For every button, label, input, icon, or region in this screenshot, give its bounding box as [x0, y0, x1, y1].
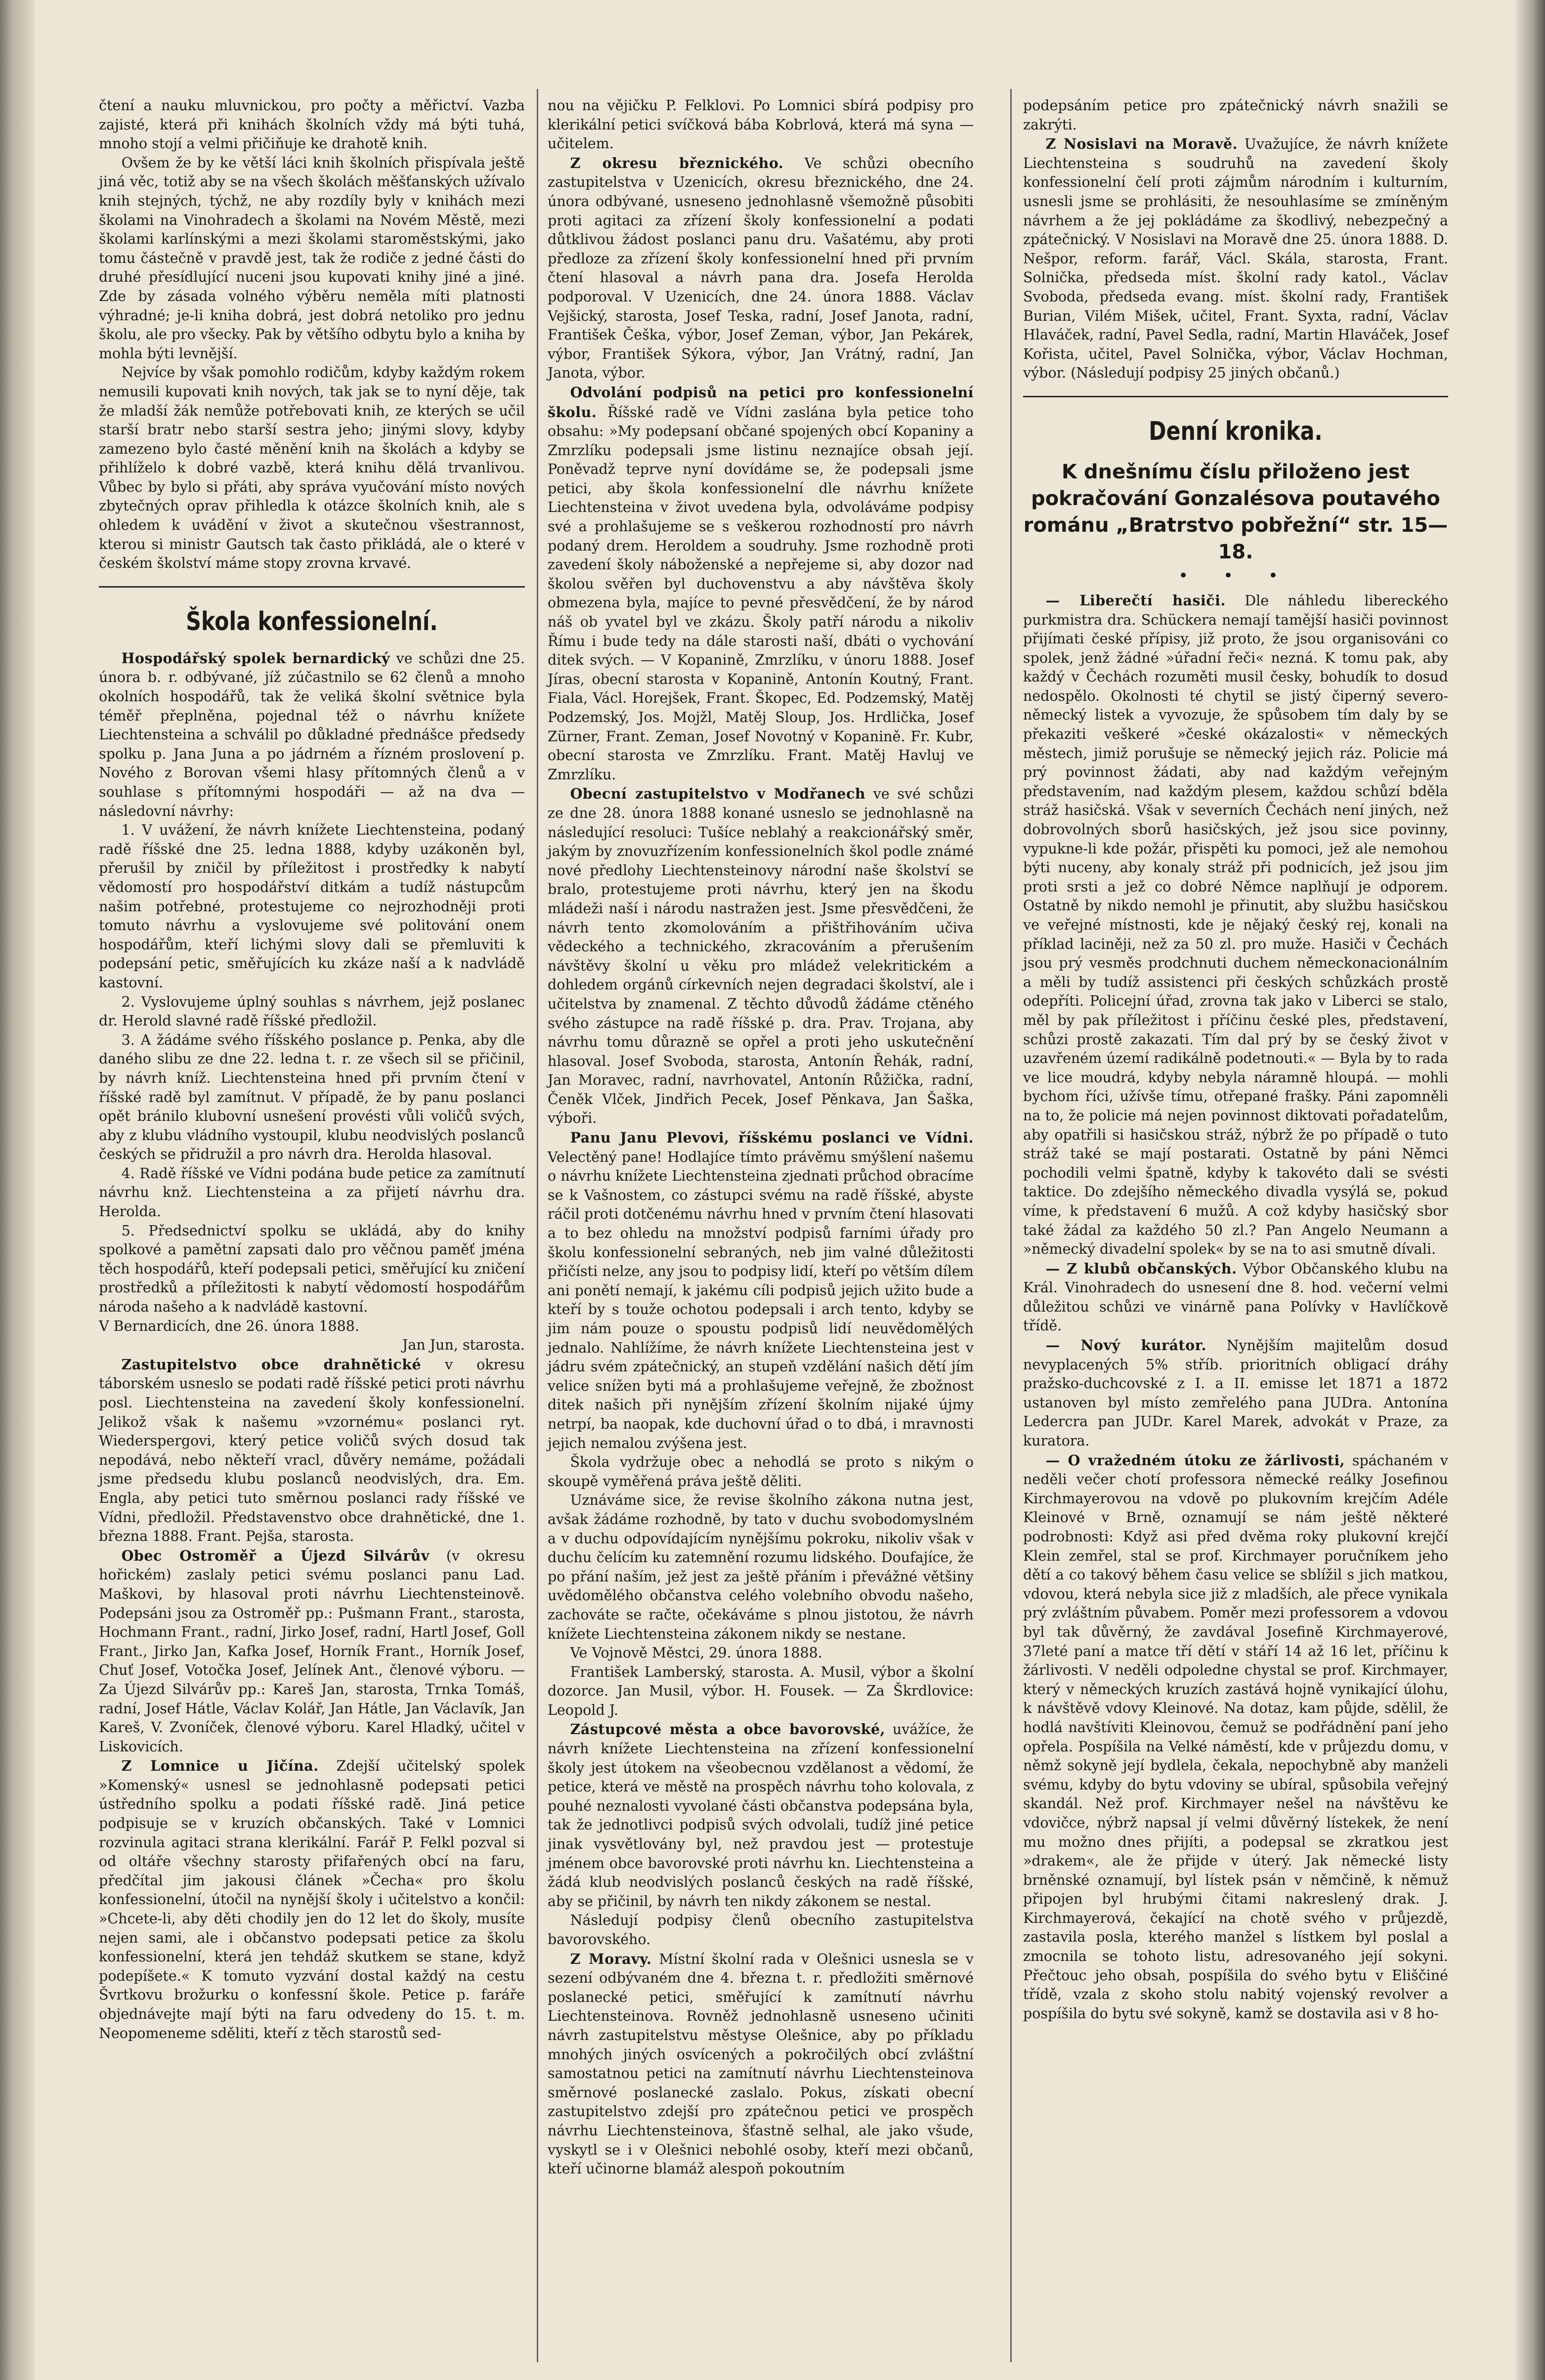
- article-text: 1. V uvážení, že návrh knížete Liechtensteina, podaný radě říšské dne 25. ledna 1888, kdyby uzákoněn byl, přerušil by zničil by příležitost i prostředky k nabytí vědomostí pro hospodářství ditkám a tudíž nástupcům našim potřebné, protestujeme co nejrozhodněji proti tomuto návrhu a vyslovujeme své politování onem hospodářům, kteří lichými slovy dali se přemluviti k podepsání petic, směřujících ku zkáze naší a k nadvládě kastovní.: [99, 822, 525, 991]
- article-text: (v okresu hořickém) zaslaly petici svému poslanci panu Lad. Maškovi, by hlasoval proti návrhu Liechtensteinově. Podepsáni jsou za Ostroměř pp.: Pušmann Frant., starosta, Hochmann Frant., radní, Jirko Josef, radní, Hartl Josef, Goll Frant., Jirko Jan, Kafka Josef, Horník Frant., Horník Josef, Chuť Josef, Votočka Josef, Jelínek Ant., členové výboru. — Za Újezd Silvárův pp.: Kareš Jan, starosta, Trnka Tomáš, radní, Josef Hátle, Václav Kolář, Jan Hátle, Jan Václavík, Jan Kareš, V. Zvoníček, členové výboru. Karel Hladký, učitel v Liskovicích.: [99, 1547, 525, 1755]
- article-paragraph: [548, 1128, 974, 1453]
- article-text: spáchaném v neděli večer chotí professora německé reálky Josefinou Kirchmayerovou na vdově po plukovním krejčím Adéle Kleinové v Brně, oznamují se nám ještě některé podrobnosti: Když asi před dvěma roky plukovní krejčí Klein zemřel, stal se prof. Kirchmayer poručníkem jeho dětí a co takový během času velice se sblížil s jich matkou, vdovou, která nebyla sice již z mladších, ale přece vynikala prý zvláštním půvabem. Poměr mezi professorem a vdovou byl tak důvěrný, že zavdával Josefině Kirchmayerové, 37leté paní a matce tří dětí v stáří 14 až 16 let, příčinu k žárlivosti. V neděli odpoledne chystal se prof. Kirchmayer, který v německých kruzích zastává hojně vynikající úlohu, k návštěvě vdovy Kleinové. Na dotaz, kam půjde, sdělil, že hodlá navštíviti Kleinovou, čemuž se podřádnění paní jeho opřela. Pospíšila na Velké náměstí, kde v průjezdu domu, v němž sokyně její bydlela, čekala, nepochybně aby manželi svému, kdyby do bytu vdoviny se ubíral, spůsobila veřejný skandál. Než prof. Kirchmayer nešel na návštěvu ke vdovičce, nýbrž napsal jí velmi důvěrný lístekek, že není mu možno dnes přijíti, a podepsal se zkratkou jest »drakem«, ale že přijde v úterý. Jak německé listy brněnské oznamují, byl lístek psán v němčině, k němuž připojen byl hrubými čitami nakreslený drak. J. Kirchmayerová, čekající na chotě svého v průjezdě, zastavila posla, kterého manžel s lístkem byl poslal a zmocnila se tohoto listu, adresovaného její sokyni. Přečtouc jeho obsah, pospíšila do svého bytu v Eliščiné třídě, vzala z skoho stolu nabitý vojenský revolver a pospíšila do bytu své sokyně, kamž se dostavila asi v 8 ho-: [1023, 1452, 1448, 2022]
- article-paragraph: [99, 993, 525, 1031]
- article-text: Následují podpisy členů obecního zastupitelstva bavorovského.: [548, 1912, 974, 1948]
- article-headline: Zastupitelstvo obce drahnětické: [121, 1356, 422, 1373]
- column-rule-2: [1010, 89, 1012, 2362]
- article-headline: Z Moravy.: [570, 1950, 652, 1967]
- article-paragraph: [1023, 1451, 1448, 2024]
- article-headline: Obec Ostroměř a Újezd Silvárův: [121, 1547, 429, 1564]
- article-text: Škola vydržuje obec a nehodlá se proto s nikým o skoupě vyměřená práva ještě děliti.: [548, 1454, 974, 1489]
- article-text: Říšské radě ve Vídni zaslána byla petice toho obsahu: »My podepsaní občané spojených obcí Kopaniny a Zmrzlíku podepsali jsme listinu neznajíce obsah její. Poněvadž teprve nyní dovídáme se, že podepsali jsme petici, aby škola konfessionelní dle návrhu knížete Liechtensteina v život uvedena byla, odvoláváme podpisy své a prohlašujeme se s veškerou rozhodností pro návrh podaný drem. Heroldem a soudruhy. Jsme rozhodně proti zavedení školy náboženské a nepřejeme si, aby dozor nad školou svěřen byl duchovenstvu a aby návštěva školy obmezena byla, majíce to pevné přesvědčení, že by národ náš ob yvatel byl ve zkázu. Školy patří národu a nikoliv Římu i bude tedy na dále starosti naší, dbáti o vychování ditek svých. — V Kopanině, Zmrzlíku, v únoru 1888. Josef Jíras, obecní starosta v Kopanině, Antonín Koutný, Frant. Fiala, Václ. Horejšek, Frant. Škopec, Ed. Podzemský, Matěj Podzemský, Jos. Mojžl, Matěj Sloup, Jos. Hrdlička, Josef Zürner, Frant. Zeman, Josef Novotný v Kopanině. Fr. Kubr, obecní starosta ve Zmrzlíku. Frant. Matěj Havluj ve Zmrzlíku.: [548, 404, 974, 783]
- article-text: ve schůzi dne 25. února b. r. odbývané, jíž zúčastnilo se 62 členů a mnoho okolních hospodářů, tak že veliká školní světnice byla téměř přeplněna, pojednal též o návrhu knížete Liechtensteina a schválil po důkladné přednášce předsedy spolku p. Jana Juna a po jádrném a řízném proslovení p. Nového z Borovan všemi hlasy přítomných členů a v souhlase s přítomnými hospodáři — až na dva — následovní návrhy:: [99, 650, 525, 819]
- article-list: [99, 1355, 525, 2043]
- article-paragraph: [99, 821, 525, 992]
- article-paragraph: [548, 1453, 974, 1491]
- article-paragraph: [548, 1491, 974, 1644]
- article-paragraph: [548, 784, 974, 1128]
- article-text: Velectěný pane! Hodlajíce tímto právěmu smýšlení našemu o návrhu knížete Liechtensteina zjednati průchod obracíme se k Vašnostem, co zástupci svému na radě říšské, abyste ráčil proti dotčenému návrhu hned v prvním čtení hlasovati a to bez ohledu na množství podpisů farními úřady pro školu konfessionelní sebraných, neb jim valné důležitosti přičísti nelze, any jsou to podpisy lidí, kteří po větším dílem ani ponětí nemají, k jakému cíli podpisů jejich užito bude a kteří by s touže ochotou podepsali i arch tento, kdyby se jim nám pouze o spoustu podpisů lidí neuvědomělých jednalo. Nahlížíme, že návrh knížete Liechtensteina jest v jádru svém zpátečnický, an stupeň vzdělání našich dětí jím velice snížen byti má a prohlašujeme veřejně, že zbožnost ditek našich při nynějším zřízení školním nijaké újmy netrpí, ba naopak, kde duchovní úřad o to dbá, i mravnosti jejich nemalou zvýšena jest.: [548, 1148, 974, 1451]
- article-text: podepsáním petice pro zpátečnický návrh snažili se zakrýti.: [1023, 97, 1448, 133]
- article-text: v okresu táborském usneslo se podati radě říšské petici proti návrhu posl. Liechtensteina na zavedení školy konfessionelní. Jelikož však k našemu »vzornému« poslanci ryt. Wiederspergovi, který petice voličů svých dosud tak nepodává, nebo někteří vracl, důvěry nemáme, požádali jsme předsedu klubu poslanců neodvislých, dra. Em. Engla, aby petici tuto směrnou poslanci rady říšské ve Vídni, předložil. Představenstvo obce drahnětické, dne 1. března 1888. Frant. Pejša, starosta.: [99, 1356, 525, 1545]
- article-list: [1023, 591, 1448, 2024]
- article-text: Zdejší učitelský spolek »Komenský« usnesl se jednohlasně podepsati petici ústředního spolku a podati říšské radě. Jiná petice podpisuje se v kruzích občanských. Také v Lomnici rozvinula agitaci strana klerikální. Farář P. Felkl pozval si od oltáře všechny starosty přifařených obcí na faru, předčítal jim jakousi článek »Čecha« pro školu konfessionelní, útočil na nynější školy i učitelstvo a končil: »Chcete-li, aby děti chodily jen do 12 let do školy, musíte nejen sami, ale i občanstvo podepsati petice za školu konfessionelní, která jen tehdáž skutkem se stane, když podepíšete.« K tomuto vyzvání dostal každý na cestu Švrtkovu brožurku o konfessní škole. Petice p. faráře objednávejte mají býti na faru odvedeny do 15. t. m. Neopomeneme sděliti, kteří z těch starostů sed-: [99, 1758, 525, 2041]
- article-paragraph: [548, 1950, 974, 2179]
- article-headline: — Z klubů občanských.: [1045, 1260, 1237, 1277]
- article-headline: Z Lomnice u Jičína.: [121, 1757, 319, 1775]
- article-text: 4. Radě říšské ve Vídni podána bude petice za zamítnutí návrhu knž. Liechtensteina a za přijetí návrhu dra. Herolda.: [99, 1165, 525, 1220]
- page-edge-right: [1515, 0, 1545, 2380]
- article-text: Ve schůzi obecního zastupitelstva v Uzenicích, okresu březnického, dne 24. února odbývané, usneseno jednohlasně všemožně působiti proti agitaci za zřízení školy konfessionelní a podati důtklivou žádost poslanci panu dru. Vašatému, aby proti předloze za zřízení školy konfessionelní hned při prvním čtení hlasoval a návrh pana dra. Josefa Herolda podporoval. V Uzenicích, dne 24. února 1888. Václav Vejšický, starosta, Josef Teska, radní, Josef Janota, radní, František Češka, výbor, Josef Zeman, výbor, Jan Pekárek, výbor, František Sýkora, výbor, Jan Vrátný, radní, Jan Janota, výbor.: [548, 155, 974, 382]
- article-paragraph: [548, 1644, 974, 1663]
- article-text: nou na vějičku P. Felklovi. Po Lomnici sbírá podpisy pro klerikální petici svíčková bába Kobrlová, která má syna — učitelem.: [548, 97, 974, 152]
- article-headline: — Liberečtí hasiči.: [1045, 592, 1226, 609]
- article-headline: Zástupcové města a obce bavorovské,: [570, 1721, 886, 1738]
- section-title: Škola konfessionelní.: [186, 606, 438, 637]
- article-headline: Z okresu březnického.: [570, 154, 784, 171]
- article-paragraph: [548, 96, 974, 154]
- article-headline: Obecní zastupitelstvo v Modřanech: [570, 785, 866, 803]
- section-divider: [99, 586, 525, 588]
- article-list: [1023, 96, 1448, 383]
- article-paragraph: [99, 1164, 525, 1222]
- article-text: František Lamberský, starosta. A. Musil, výbor a školní dozorce. Jan Musil, výbor. H. Fousek. — Za Škrdlovice: Leopold J.: [548, 1663, 974, 1718]
- article-paragraph: [1023, 1336, 1448, 1451]
- article-headline: Panu Janu Plevovi, říšskému poslanci ve Vídni.: [570, 1129, 974, 1147]
- article-text: uvážíce, že návrh knížete Liechtensteina na zřízení konfessionelní školy jest útokem na všeobecnou vzdělanost a vědomí, že petice, která ve městě na prospěch návrhu toho kolovala, z pouhé neznalosti vyvolané části občanstva podepsána byla, tak že jednotlivci podpisů svých odvolali, tudíž jiné petice jinak vysvětlovány byl, než pravdou jest — protestuje jménem obce bavorovské proti návrhu kn. Liechtensteina a žádá klub neodvislých poslanců českých na radě říšské, aby se přičinil, by návrh ten nikdy zákonem se nestal.: [548, 1721, 974, 1910]
- article-paragraph: [1023, 96, 1448, 134]
- article-text: Ve Vojnově Městci, 29. února 1888.: [570, 1645, 822, 1661]
- column-2: [548, 96, 974, 2179]
- article-text: 3. A žádáme svého říšského poslance p. Penka, aby dle daného slibu ze dne 22. ledna t. r. ze všech sil se přičinil, by návrh kníž. Liechtensteina hned při prvním čtení v říšské radě byl zamítnut. V případě, že by panu poslanci opět bránilo klubovní usnešení provésti vůli voličů svých, aby z klubu vládního vystoupil, klubu neodvislých poslanců českých se přidružil a pro návrh dra. Herolda hlasoval.: [99, 1031, 525, 1163]
- article-text: Uznáváme sice, že revise školního zákona nutna jest, avšak žádáme rozhodně, by tato v duchu svobodomyslném a v duchu odpovídajícím nynějšímu pokroku, nikoliv však v duchu čelícím ku zatemnění rozumu lidského. Doufajíce, že po přání naším, jež jest za ještě přáním i převážné většiny uvědomělého občanstva celého volebního obvodu našeho, zachováte se račte, očekáváme s plnou jistotou, že návrh knížete Liechtensteina zákonem nikdy se nestane.: [548, 1492, 974, 1642]
- article-text: Výbor Občanského klubu na Král. Vinohradech do usnesení dne 8. hod. večerní velmi důležitou schůzi ve vinárně pana Polívky v Havlíčkově třídě.: [1023, 1260, 1448, 1334]
- paragraph: Nejvíce by však pomohlo rodičům, kdyby každým rokem nemusili kupovati knih nových, tak jak se to nyní děje, tak že mladší žák nemůže potřebovati knih, ze kterých se učil starší bratr nebo starší sestra jeho; jinými slovy, kdyby zamezeno bylo časté měnění knih na školách a kdyby se přihlíželo k dobré vazbě, která knihu dělá trvanlivou. Vůbec by bylo si přáti, aby správa vyučování místo nových zbytečných oprav přihledla k otázce školních knih, ale s ohledem k uvádění v život a skutečnou všestrannost, kterou si ministr Gautsch tak často přikládá, ale o které v českém školství máme stopy zrovna krvavé.: [99, 364, 525, 572]
- article-headline: Z Nosislavi na Moravě.: [1045, 135, 1238, 153]
- article-paragraph: [548, 383, 974, 784]
- article-text: Místní školní rada v Olešnici usnesla se v sezení odbývaném dne 4. března t. r. předložiti směrnové poslanecké petici, směřující k zamítnutí návrhu Liechtensteinova. Rovněž jednohlasně usneseno učiniti návrh zastupitelstvu městyse Olešnice, aby po příkladu mnohých jiných osvícených a pokročilých obcí zvláštní samostatnou petici na zamítnutí návrhu Liechtensteinova směrnové poslanecké zaslalo. Pokus, získati obecní zastupitelstvo zdejší pro zpátečnou petici ve prospěch návrhu Liechtensteinova, šťastně selhal, ale jako všude, vyskytl se i v Olešnici nebohlé osoby, kteří mezi občanů, kteří učinorne blamáž alespoň pokoutním: [548, 1951, 974, 2177]
- article-headline: Hospodářský spolek bernardický: [121, 649, 390, 667]
- article-paragraph: [99, 1355, 525, 1546]
- article-paragraph: [99, 1546, 525, 1757]
- article-text: ve své schůzi ze dne 28. února 1888 konané usneslo se jednohlasně na následující resoluci: Tušíce neblahý a reakcionářský směr, jakým by znovuzřízením konfessionelních škol podle známé nové předlohy Liechtensteinovy národní naše školství se bralo, protestujeme proti návrhu, který jen na škodu mládeži naší i národu nastražen jest. Jsme přesvědčeni, že návrh tento zkomolováním a přištřihováním učiva vědeckého a technického, zkracováním a přerušením návštěvy školní u věku pro mládež velekritickém a dohledem orgánů církevních nejen degradaci školství, ale i učitelstva by znamenal. Z těchto důvodů žádáme ctěného svého zástupce na radě říšské p. dra. Prav. Trojana, aby návrhu tomu důrazně se opřel a proti jeho uskutečnění hlasoval. Josef Svoboda, starosta, Antonín Řehák, radní, Jan Moravec, radní, navrhovatel, Antonín Růžička, radní, Čeněk Vlček, Jindřich Pecek, Josef Pěnkava, Jan Šaška, výboři.: [548, 786, 974, 1127]
- article-text: 5. Předsednictví spolku se ukládá, aby do knihy spolkové a pamětní zapsati dalo pro věčnou paměť jména těch hospodářů, kteří podepsali petici, směřující ku zničení prostředků a příležitosti k nabytí vědomostí hospodářům národa našeho a k nadvládě kastovní.: [99, 1222, 525, 1316]
- article-headline: Odvolání podpisů na petici pro konfessionelní školu.: [548, 383, 974, 421]
- paragraph: Ovšem že by ke větší láci knih školních přispívala ještě jiná věc, totiž aby se na všech školách měšťanských užívalo knih stejných, týchž, ne aby rozdíly byly v knihách mezi školami na Vinohradech a školami na Novém Městě, mezi školami karlínskými a mezi školami staroměstskými, jako tomu částečně v pravdě jest, tak že rodiče z jedné části do druhé přesídlující nuceni jsou kupovati knihy jiné a jiné. Zde by zásada volného výběru neměla míti platnosti výhradné; je-li kniha dobrá, jest dobrá netoliko pro jednu školu, ale pro všecky. Pak by většího odbytu bylo a kniha by mohla býti levnější.: [99, 154, 525, 362]
- article-paragraph: [99, 1222, 525, 1317]
- column-1: [99, 96, 525, 2043]
- paragraph: čtení a nauku mluvnickou, pro počty a měřictví. Vazba zajisté, která při knihách školních vždy má býti tuhá, mnoho stojí a velmi přičiňuje ke drahotě knih.: [99, 97, 525, 152]
- article-list: [99, 649, 525, 1317]
- article-text: 2. Vyslovujeme úplný souhlas s návrhem, jejž poslanec dr. Herold slavné radě říšské předložil.: [99, 993, 525, 1029]
- article-paragraph: [1023, 591, 1448, 1259]
- supplement-announcement: K dnešnímu číslu přiloženo jest pokračování Gonzalésova poutavého románu „Bratrstvo pobřežní“ str. 15—18.: [1023, 460, 1448, 563]
- dateline: V Bernardicích, dne 26. února 1888.: [99, 1318, 359, 1334]
- signature: Jan Jun, starosta.: [402, 1337, 525, 1354]
- column-rule-1: [537, 89, 538, 2362]
- article-paragraph: [1023, 1259, 1448, 1336]
- article-text: Nynějším majitelům dosud nevyplacených 5% stříb. prioritních obligací dráhy pražsko-duchcovské z I. a II. emisse let 1871 a 1872 ustanoven byl místo zemřelého pana JUDra. Antonína Ledercra pan JUDr. Karel Marek, advokát v Praze, za kuratora.: [1023, 1337, 1448, 1449]
- article-headline: — Nový kurátor.: [1045, 1337, 1207, 1354]
- section-divider: [1023, 396, 1448, 397]
- article-paragraph: [99, 1756, 525, 2043]
- article-paragraph: [548, 1663, 974, 1720]
- article-paragraph: [99, 1031, 525, 1164]
- article-headline: — O vražedném útoku ze žárlivosti,: [1045, 1451, 1345, 1469]
- article-paragraph: [548, 154, 974, 383]
- article-list: [548, 96, 974, 2179]
- article-paragraph: [99, 649, 525, 821]
- article-paragraph: [548, 1911, 974, 1949]
- article-text: Dle náhledu libereckého purkmistra dra. Schückera nemají tamější hasiči povinnost přijímati české přípisy, již proto, že jsou organisováni co spolek, jenž žádné »úřadní řeči« nezná. K tomu pak, aby každý v Čechách rozuměti musil česky, bohudík to dosud nedospělo. Okolnosti té chytil se jistý čiperný severo-německý listek a vyvozuje, že spůsobem tím daly by se překaziti veškeré »české okázalosti« v německých městech, jimiž porušuje se německý jejich ráz. Policie má prý povinnost žádati, aby nad každým veřejným představením, nad každým plesem, každou schůzí bděla stráž hasičská. Však v severních Čechách není jiných, než dobrovolných sborů hasičských, jež jsou sice povinny, vypukne-li kde požár, přispěti ku pomoci, jež ale nemohou býti nuceny, aby konaly stráž při podnicích, jež jsou jim proti srsti a jež co dobré Němce naplňují je odporem. Ostatně by nikdo nemohl je přinutit, aby službu hasičskou ve veřejné místnosti, kde je nějaký český rej, konali na příklad laciněji, než za 50 zl. pro muže. Hasiči v Čechách jsou prý vesměs prodchnuti duchem německonacionálním a měli by tudíž assistenci při českých schůzkách prostě odepříti. Policejní úřad, zrovna tak jako v Liberci se stalo, měl by pak příležitost i příčinu české ples, představení, schůzi prostě zakazati. Tím dal prý by se český život v uzavřeném území radikálně podetnouti.« — Byla by to rada ve lice moudrá, kdyby nebyla náramně hloupá. — mohli bychom říci, užívše tímu, otřepané frašky. Páni zapomněli na to, že policie má nejen povinnost diktovati pořadatelům, aby opatřili si hasičskou stráž, nýbrž že po případě o tuto stráž také se mají postarati. Ostatně by páni Němci pochodili velmi špatně, kdyby k takovéto dali se svésti taktice. Do zdejšího německého divadla vysýlá se, pokud víme, k představení 6 mužů. A což kdyby hasičský sbor také žádal za každého 50 zl.? Pan Angelo Neumann a »německý divadelní spolek« by se na to asi smutně dívali.: [1023, 592, 1448, 1258]
- column-3: [1023, 96, 1448, 2023]
- ornament-dots: • • •: [1178, 565, 1293, 586]
- section-title: Denní kronika.: [1149, 416, 1323, 446]
- article-text: Uvažujíce, že návrh knížete Liechtensteina s soudruhů na zavedení školy konfessionelní čelí proti zájmům národním i kulturním, usnesli jsme se prohlásiti, že nesouhlasíme se zmíněným návrhem a že jej pokládáme za škodlivý, nebezpečný a zpátečnický. V Nosislavi na Moravě dne 25. února 1888. D. Nešpor, reform. farář, Václ. Skála, starosta, Frant. Solnička, předseda míst. školní rady katol., Václav Svoboda, předseda evang. míst. školní rady, František Burian, Vilém Mišek, učitel, Frant. Syxta, radní, Václav Hlaváček, radní, Pavel Sedla, radní, Martin Hlaváček, Josef Kořista, učitel, Pavel Solnička, výbor, Václav Hochman, výbor. (Následují podpisy 25 jiných občanů.): [1023, 136, 1448, 382]
- page-edge-left: [0, 0, 35, 2380]
- article-paragraph: [1023, 134, 1448, 383]
- article-paragraph: [548, 1720, 974, 1911]
